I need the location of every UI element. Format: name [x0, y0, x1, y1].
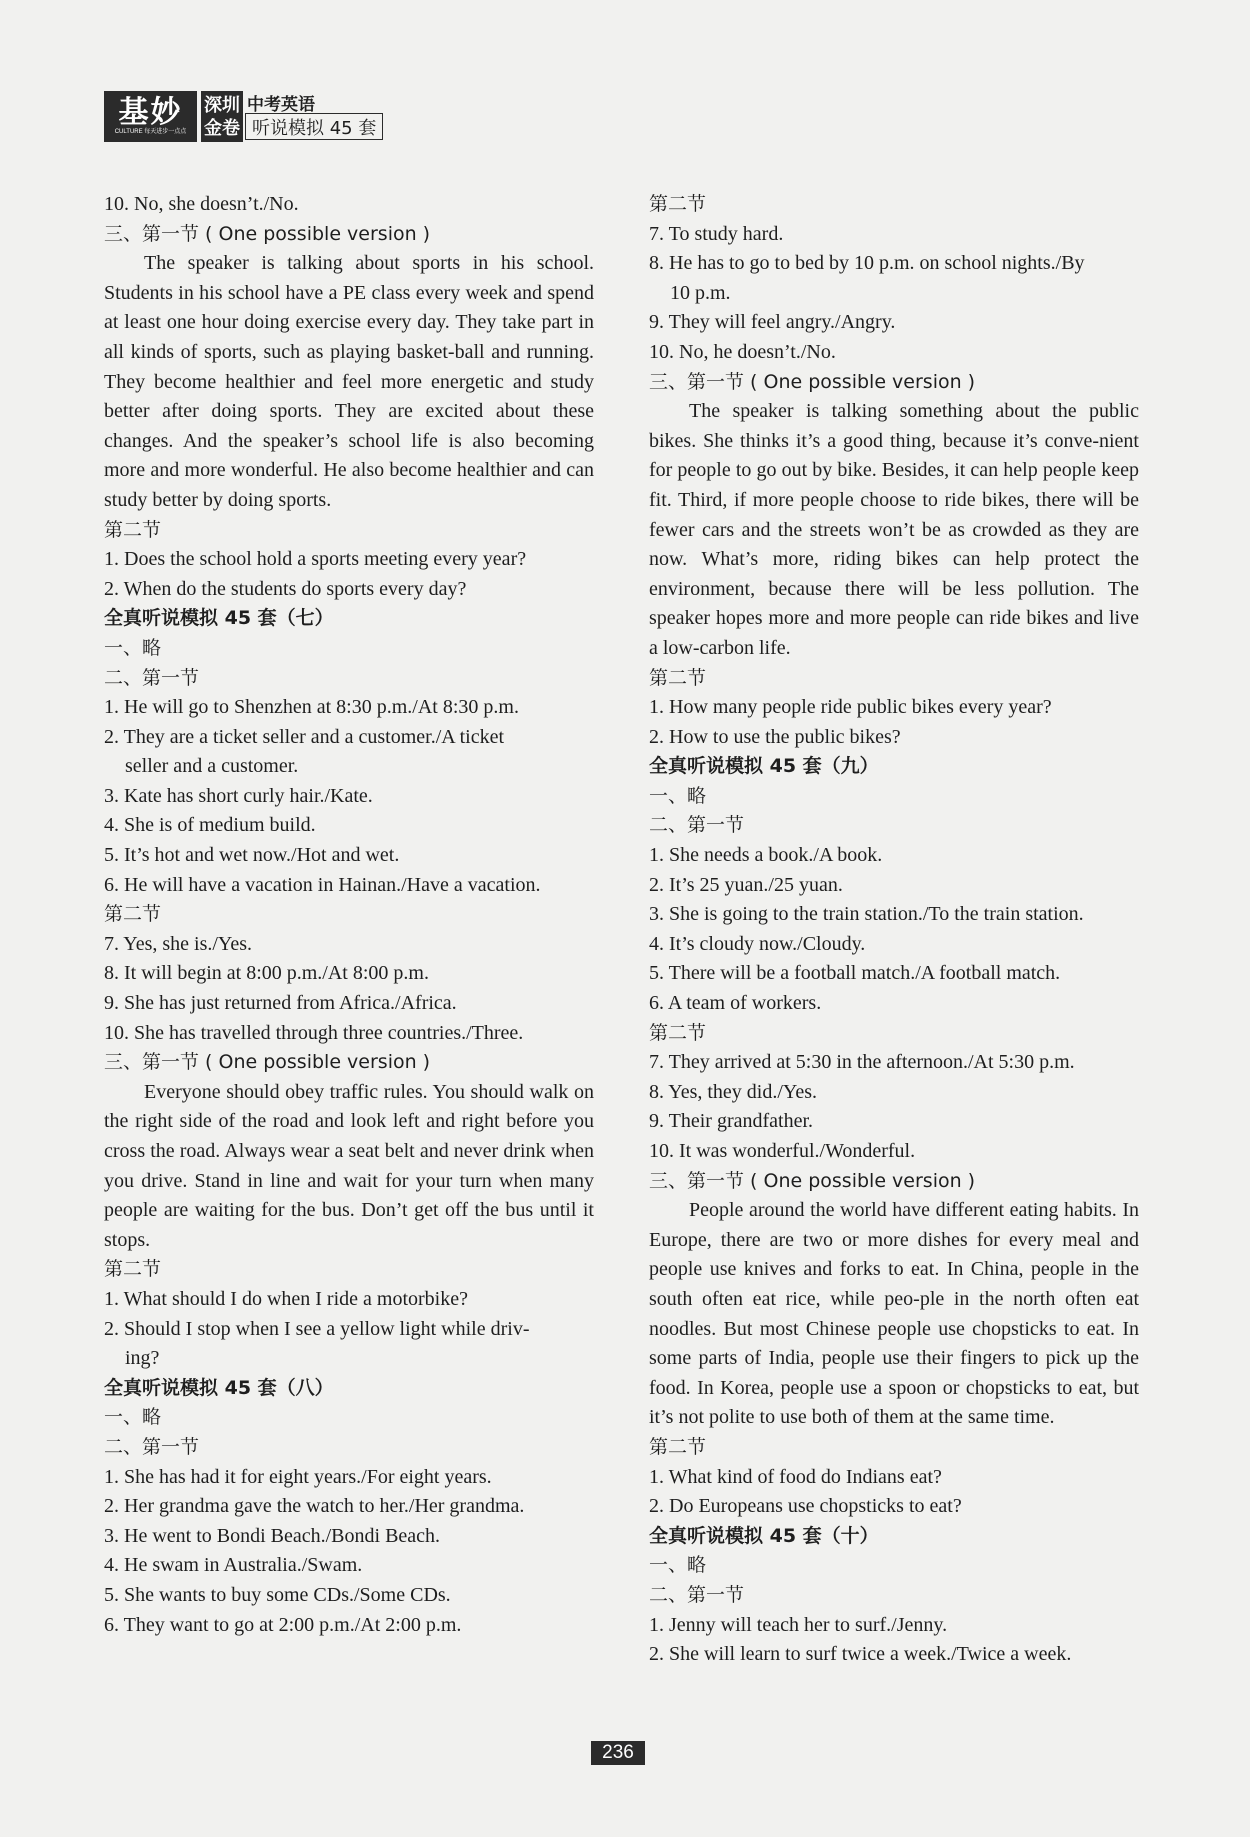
answer-line: 5. It’s hot and wet now./Hot and wet. — [104, 844, 400, 867]
answer-line: 2. It’s 25 yuan./25 yuan. — [649, 873, 843, 896]
answer-line: 10. She has travelled through three countries./Three. — [104, 1021, 524, 1044]
answer-line: 1. What kind of food do Indians eat? — [649, 1465, 942, 1488]
answer-line: 9. They will feel angry./Angry. — [649, 311, 896, 334]
answer-line: 10. No, he doesn’t./No. — [649, 340, 836, 363]
logo-text: 基妙 — [118, 95, 183, 129]
answer-line: 6. They want to go at 2:00 p.m./At 2:00 p.m. — [104, 1613, 462, 1636]
set-heading: 全真听说模拟 45 套（九） — [649, 755, 879, 778]
answer-continuation: seller and a customer. — [125, 755, 299, 778]
answer-line: 4. He swam in Australia./Swam. — [104, 1554, 363, 1577]
section-label: 二、第一节 — [649, 814, 745, 837]
answer-continuation: ing? — [125, 1347, 160, 1370]
logo-subtext: CULTURE 每天进步一点点 — [114, 128, 187, 135]
answer-line: 6. He will have a vacation in Hainan./Have a vacation. — [104, 873, 541, 896]
answer-line: 2. Do Europeans use chopsticks to eat? — [649, 1495, 962, 1518]
title-left-bottom: 金卷 — [204, 117, 240, 139]
answer-line: 4. It’s cloudy now./Cloudy. — [649, 932, 866, 955]
answer-line: 8. He has to go to bed by 10 p.m. on school nights./By — [649, 252, 1085, 275]
answer-line: 7. To study hard. — [649, 222, 784, 245]
answer-line: 3. Kate has short curly hair./Kate. — [104, 784, 373, 807]
section-label: 一、略 — [649, 784, 707, 807]
section-label: 第二节 — [649, 193, 707, 215]
answer-paragraph: The speaker is talking about sports in his school. Students in his school have a PE class every week and spend at least one hour doing exercise every day. They take part in all kinds of sports, such as playing basket-ball and running. They become healthier and feel more energetic and study better after doing sports. They are excited about these changes. And the speaker’s school life is also becoming more and more wonderful. He also become healthier and can study better by doing sports. — [104, 252, 594, 511]
section-label: 一、略 — [104, 636, 162, 659]
set-heading: 全真听说模拟 45 套（七） — [104, 607, 334, 630]
section-label: 三、第一节 ( One possible version ) — [649, 370, 976, 393]
answer-line: 5. There will be a football match./A football match. — [649, 962, 1061, 985]
section-label: 三、第一节 ( One possible version ) — [104, 222, 431, 245]
left-column — [104, 190, 594, 1640]
answer-continuation: 10 p.m. — [670, 281, 731, 304]
answer-line: 9. She has just returned from Africa./Africa. — [104, 992, 457, 1015]
answer-line: 1. Jenny will teach her to surf./Jenny. — [649, 1613, 948, 1636]
answer-line: 1. Does the school hold a sports meeting every year? — [104, 548, 527, 571]
book-title — [201, 91, 383, 142]
answer-line: 1. How many people ride public bikes every year? — [649, 696, 1052, 719]
answer-paragraph: Everyone should obey traffic rules. You should walk on the right side of the road and look left and right before you cross the road. Always wear a seat belt and never drink when you drive. Stand in line and wait for your turn when many people are waiting for the bus. Don’t get off the bus until it stops. — [104, 1080, 594, 1251]
section-label: 二、第一节 — [104, 666, 200, 689]
answer-line: 1. She has had it for eight years./For eight years. — [104, 1465, 492, 1488]
answer-line: 6. A team of workers. — [649, 992, 822, 1015]
answer-line: 7. Yes, she is./Yes. — [104, 932, 253, 955]
answer-paragraph: People around the world have different eating habits. In Europe, there are two or more dishes for every meal and people use knives and forks to eat. In China, people in the south often eat rice, while peo-ple in the north often eat noodles. But most Chinese people use chopsticks to eat. In some parts of India, people use their fingers to pick up the food. In Korea, people use a spoon or chopsticks to eat, but it’s not polite to use both of them at the same time. — [649, 1199, 1139, 1429]
page-number: 236 — [591, 1741, 645, 1765]
section-label: 第二节 — [104, 1258, 162, 1281]
answer-line: 4. She is of medium build. — [104, 814, 316, 837]
title-left-top: 深圳 — [204, 94, 240, 116]
answer-line: 5. She wants to buy some CDs./Some CDs. — [104, 1583, 451, 1606]
section-label: 三、第一节 ( One possible version ) — [104, 1051, 431, 1074]
answer-line: 2. When do the students do sports every day? — [104, 577, 467, 600]
answer-line: 2. How to use the public bikes? — [649, 725, 901, 748]
answer-line: 3. She is going to the train station./To the train station. — [649, 903, 1084, 926]
book-header — [104, 91, 383, 142]
answer-line: 2. They are a ticket seller and a customer./A ticket — [104, 725, 505, 748]
section-label: 二、第一节 — [104, 1435, 200, 1458]
section-label: 一、略 — [649, 1554, 707, 1577]
title-right-block — [245, 91, 383, 142]
answer-line: 9. Their grandfather. — [649, 1110, 814, 1133]
section-label: 一、略 — [104, 1406, 162, 1429]
answer-line: 2. Her grandma gave the watch to her./Her grandma. — [104, 1495, 525, 1518]
answer-line: 2. Should I stop when I see a yellow light while driv- — [104, 1317, 530, 1340]
section-label: 第二节 — [104, 518, 162, 541]
right-column — [649, 190, 1139, 1670]
answer-line: 10. It was wonderful./Wonderful. — [649, 1140, 916, 1162]
answer-line: 3. He went to Bondi Beach./Bondi Beach. — [104, 1524, 441, 1547]
title-subject: 中考英语 — [247, 94, 315, 115]
title-left-block — [201, 91, 243, 142]
answer-paragraph: The speaker is talking something about the public bikes. She thinks it’s a good thing, because it’s conve-nient for people to go out by bike. Besides, it can help people keep fit. Third, if more people choose to ride bikes, there will be fewer cars and the streets won’t be as crowded as they are now. What’s more, riding bikes can help protect the environment, because there will be less pollution. The speaker hopes more and more people can ride bikes and live a low-carbon life. — [649, 400, 1139, 659]
publisher-logo — [104, 91, 197, 142]
title-series: 听说模拟 45 套 — [245, 113, 383, 140]
section-label: 第二节 — [649, 666, 707, 689]
answer-line: 1. She needs a book./A book. — [649, 844, 883, 867]
section-label: 三、第一节 ( One possible version ) — [649, 1169, 976, 1192]
section-label: 二、第一节 — [649, 1583, 745, 1606]
section-label: 第二节 — [104, 903, 162, 926]
answer-line: 2. She will learn to surf twice a week./Twice a week. — [649, 1643, 1072, 1666]
answer-line: 7. They arrived at 5:30 in the afternoon./At 5:30 p.m. — [649, 1051, 1075, 1074]
section-label: 第二节 — [649, 1435, 707, 1458]
answer-line: 8. It will begin at 8:00 p.m./At 8:00 p.m. — [104, 962, 429, 985]
answer-line: 8. Yes, they did./Yes. — [649, 1080, 818, 1103]
section-label: 第二节 — [649, 1021, 707, 1044]
set-heading: 全真听说模拟 45 套（八） — [104, 1376, 334, 1399]
answer-line: 10. No, she doesn’t./No. — [104, 193, 299, 215]
set-heading: 全真听说模拟 45 套（十） — [649, 1524, 879, 1547]
answer-line: 1. What should I do when I ride a motorbike? — [104, 1287, 468, 1310]
answer-line: 1. He will go to Shenzhen at 8:30 p.m./At 8:30 p.m. — [104, 696, 519, 719]
